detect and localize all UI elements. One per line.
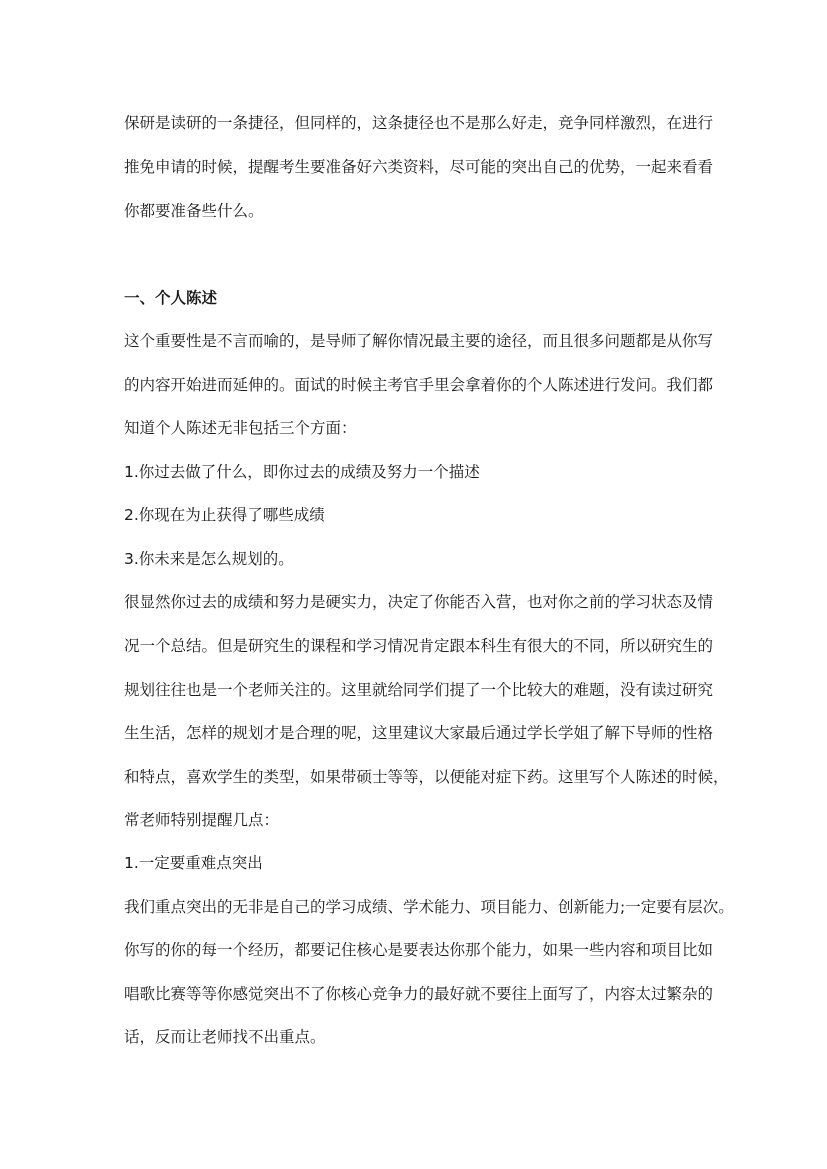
intro-line-3: 你都要准备些什么。	[124, 202, 264, 220]
paragraph-3-line-3: 唱歌比赛等等你感觉突出不了你核心竞争力的最好就不要往上面写了，内容太过繁杂的	[124, 985, 714, 1003]
paragraph-3-line-1: 我们重点突出的无非是自己的学习成绩、学术能力、项目能力、创新能力;一定要有层次。	[124, 898, 734, 916]
paragraph-2-line-2: 况一个总结。但是研究生的课程和学习情况肯定跟本科生有很大的不同，所以研究生的	[124, 637, 714, 655]
paragraph-1-line-1: 这个重要性是不言而喻的，是导师了解你情况最主要的途径，而且很多问题都是从你写	[124, 332, 714, 350]
paragraph-3-line-4: 话，反而让老师找不出重点。	[124, 1028, 326, 1046]
intro-line-1: 保研是读研的一条捷径，但同样的，这条捷径也不是那么好走，竞争同样激烈，在进行	[124, 114, 714, 132]
list-item-1: 1.你过去做了什么，即你过去的成绩及努力一个描述	[124, 463, 480, 481]
paragraph-2-line-3: 规划往往也是一个老师关注的。这里就给同学们提了一个比较大的难题，没有读过研究	[124, 681, 714, 699]
list-item-2: 2.你现在为止获得了哪些成绩	[124, 506, 325, 524]
intro-line-2: 推免申请的时候，提醒考生要准备好六类资料，尽可能的突出自己的优势，一起来看看	[124, 158, 714, 176]
paragraph-1-line-3: 知道个人陈述无非包括三个方面：	[124, 419, 357, 437]
paragraph-2-line-5: 和特点，喜欢学生的类型，如果带硕士等等，以便能对症下药。这里写个人陈述的时候，	[124, 768, 729, 786]
paragraph-2-line-1: 很显然你过去的成绩和努力是硬实力，决定了你能否入营，也对你之前的学习状态及情	[124, 593, 714, 611]
paragraph-3-line-2: 你写的你的每一个经历，都要记住核心是要表达你那个能力，如果一些内容和项目比如	[124, 941, 714, 959]
paragraph-1-line-2: 的内容开始进而延伸的。面试的时候主考官手里会拿着你的个人陈述进行发问。我们都	[124, 376, 714, 394]
section-heading: 一、个人陈述	[124, 289, 218, 307]
paragraph-2-line-6: 常老师特别提醒几点：	[124, 811, 280, 829]
paragraph-2-line-4: 生生活，怎样的规划才是合理的呢，这里建议大家最后通过学长学姐了解下导师的性格	[124, 724, 714, 742]
point-heading-1: 1.一定要重难点突出	[124, 854, 263, 872]
list-item-3: 3.你未来是怎么规划的。	[124, 550, 294, 568]
